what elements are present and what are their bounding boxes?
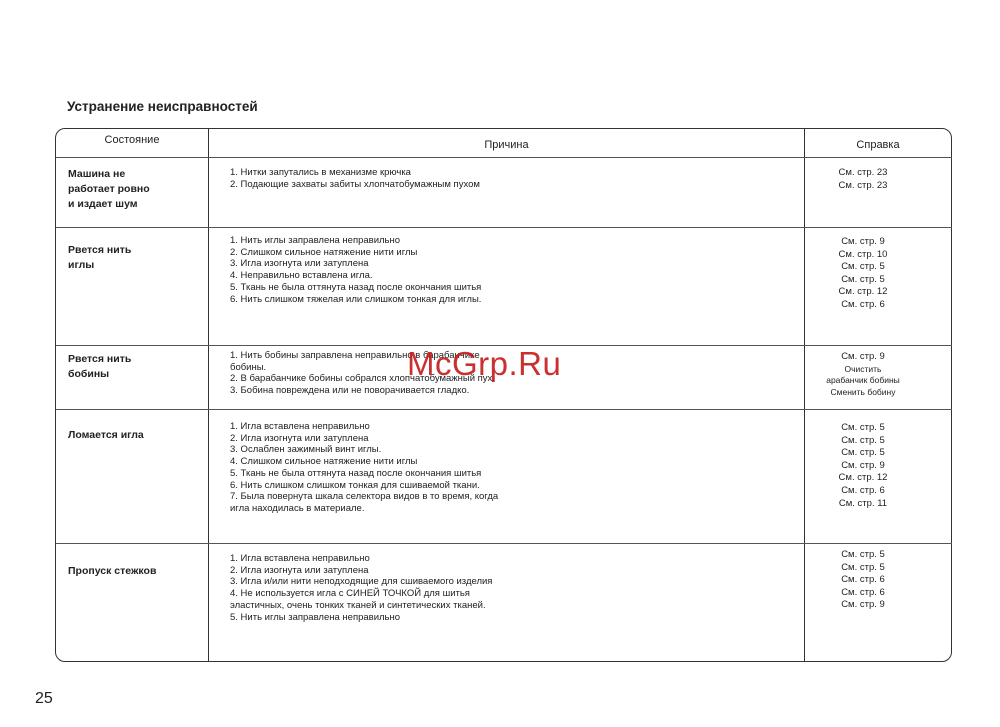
reference-item: См. стр. 5 (841, 447, 885, 459)
column-divider (804, 128, 805, 662)
cause-list (230, 235, 481, 305)
reference-item: См. стр. 5 (841, 422, 885, 433)
reference-list (808, 351, 918, 398)
cause-item: 6. Нить слишком слишком тонкая для сшиваемой ткани. (230, 479, 480, 491)
reference-item: Очистить (844, 363, 882, 374)
cause-item: эластичных, очень тонких тканей и синтетических тканей. (230, 599, 486, 611)
reference-item: Сменить бобину (830, 386, 896, 397)
reference-item: См. стр. 23 (838, 167, 888, 178)
cause-item: 3. Игла и/или нити неподходящие для сшиваемого изделия (230, 576, 493, 588)
cause-item: 2. Подающие захваты забиты хлопчатобумажным пухом (230, 178, 480, 190)
cause-item: 2. Игла изогнута или затуплена (230, 564, 369, 576)
cause-item: 2. Слишком сильное натяжение нити иглы (230, 246, 418, 258)
state-cell (68, 352, 131, 382)
reference-item: См. стр. 9 (841, 459, 885, 471)
cause-item: 1. Нить иглы заправлена неправильно (230, 235, 401, 246)
reference-item: См. стр. 6 (841, 298, 885, 310)
reference-item: См. стр. 6 (841, 574, 885, 586)
header-cause: Причина (484, 139, 529, 151)
cause-item: 5. Нить иглы заправлена неправильно (230, 611, 401, 623)
reference-item: См. стр. 5 (841, 549, 885, 560)
state-line: Машина не (68, 168, 126, 180)
reference-item: См. стр. 11 (838, 497, 888, 509)
state-line: бобины (68, 368, 110, 380)
reference-item: См. стр. 5 (841, 561, 885, 573)
cause-item: 5. Ткань не была оттянута назад после окончания шитья (230, 467, 482, 479)
header-reference: Справка (856, 139, 900, 151)
cause-item: 6. Нить слишком тяжелая или слишком тонкая для иглы. (230, 293, 482, 305)
row-divider (56, 409, 952, 410)
reference-item: См. стр. 5 (841, 261, 885, 273)
reference-item: См. стр. 9 (841, 599, 885, 611)
state-line: иглы (68, 259, 95, 271)
cause-item: 1. Нитки запутались в механизме крючка (230, 167, 411, 178)
reference-item: См. стр. 23 (838, 179, 888, 191)
column-divider (208, 128, 209, 662)
state-cell (68, 564, 156, 579)
cause-item: бобины. (230, 361, 267, 373)
cause-item: 1. Игла вставлена неправильно (230, 421, 370, 432)
watermark: McGrp.Ru (407, 345, 562, 382)
reference-list (808, 549, 918, 612)
reference-list (808, 422, 918, 510)
reference-item: См. стр. 5 (841, 434, 885, 446)
state-line: Ломается игла (68, 429, 144, 441)
state-line: Рвется нить (68, 353, 132, 365)
reference-item: См. стр. 9 (841, 236, 885, 247)
state-cell (68, 243, 131, 273)
state-line: работает ровно (68, 183, 150, 195)
reference-item: См. стр. 6 (841, 484, 885, 496)
cause-item: 7. Была повернута шкала селектора видов в то время, когда (230, 491, 499, 503)
cause-item: 4. Слишком сильное натяжение нити иглы (230, 456, 418, 468)
state-line: Рвется нить (68, 244, 132, 256)
reference-item: См. стр. 9 (841, 351, 885, 362)
state-cell (68, 167, 150, 212)
cause-item: 2. В барабанчике бобины собрался хлопчатобумажный пух. (230, 373, 495, 385)
reference-item: См. стр. 5 (841, 273, 885, 285)
cause-item: 3. Игла изогнута или затуплена (230, 258, 369, 270)
cause-item: 5. Ткань не была оттянута назад после окончания шитья (230, 281, 482, 293)
cause-item: 4. Не используется игла с СИНЕЙ ТОЧКОЙ для шитья (230, 588, 470, 600)
cause-item: 4. Неправильно вставлена игла. (230, 270, 373, 282)
reference-list (808, 167, 918, 192)
state-line: Пропуск стежков (68, 565, 157, 577)
cause-item: 1. Нить бобины заправлена неправильно в барабанчике (230, 350, 480, 361)
page-title: Устранение неисправностей (67, 99, 258, 114)
reference-item: арабанчик бобины (826, 375, 900, 386)
cause-item: игла находилась в материале. (230, 502, 365, 514)
row-divider (56, 157, 952, 158)
cause-list (230, 421, 498, 515)
state-line: и издает шум (68, 198, 138, 210)
cause-item: 1. Игла вставлена неправильно (230, 553, 370, 564)
row-divider (56, 227, 952, 228)
reference-item: См. стр. 10 (838, 248, 888, 260)
cause-item: 3. Ослаблен зажимный винт иглы. (230, 444, 382, 456)
reference-list (808, 236, 918, 312)
state-cell (68, 428, 144, 443)
page-number: 25 (35, 690, 53, 707)
cause-list (230, 553, 492, 623)
reference-item: См. стр. 12 (838, 286, 888, 298)
reference-item: См. стр. 12 (838, 472, 888, 484)
header-state: Состояние (104, 134, 160, 146)
reference-item: См. стр. 6 (841, 586, 885, 598)
cause-item: 3. Бобина повреждена или не поворачивается гладко. (230, 385, 470, 397)
row-divider (56, 543, 952, 544)
cause-list (230, 167, 480, 190)
cause-item: 2. Игла изогнута или затуплена (230, 432, 369, 444)
